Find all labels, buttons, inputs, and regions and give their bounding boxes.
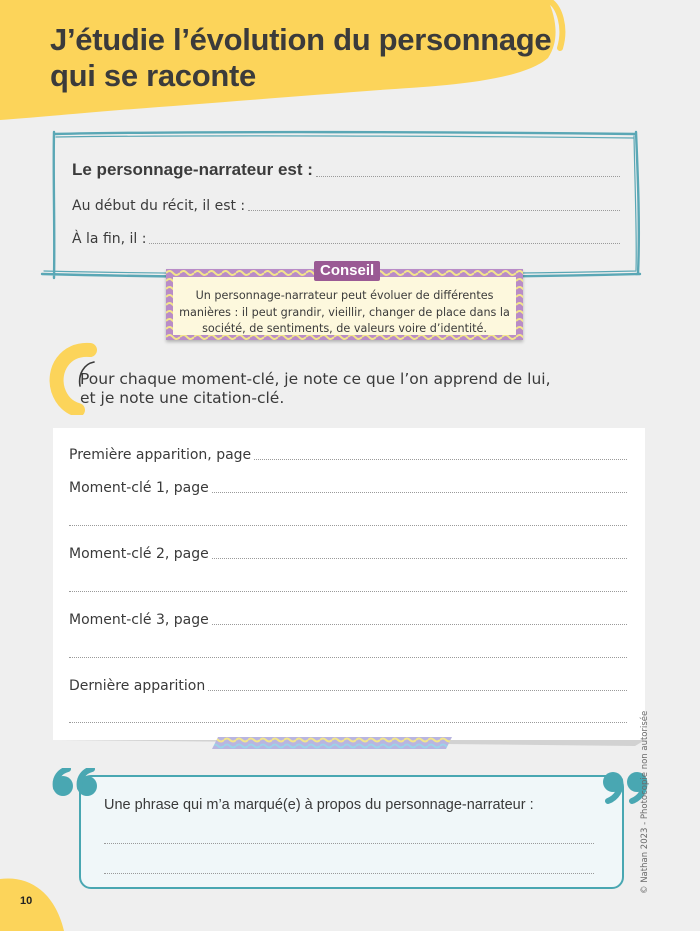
key-moment-3-label: Moment-clé 3, page [69, 612, 209, 628]
key-moment-1-label: Moment-clé 1, page [69, 480, 209, 496]
instruction-line-2: et je note une citation-clé. [80, 389, 285, 407]
page-title-line-1: J’étudie l’évolution du personnage [50, 22, 552, 57]
decorative-tape [212, 737, 457, 749]
page-title-line-2: qui se raconte [50, 58, 256, 93]
last-appearance-extra-line[interactable] [69, 721, 627, 723]
quote-label: Une phrase qui m’a marqué(e) à propos du personnage-narrateur : [104, 797, 534, 813]
key-moment-1-row [69, 480, 627, 496]
first-appearance-row [69, 447, 627, 463]
key-moment-3-row [69, 612, 627, 628]
open-quote-icon [50, 768, 100, 804]
beginning-field-row [72, 198, 620, 214]
quote-write-line-1[interactable] [104, 842, 594, 844]
end-field-row [72, 231, 620, 247]
tip-tag: Conseil [314, 261, 380, 281]
first-appearance-write-line[interactable] [254, 459, 627, 460]
page-title [50, 22, 570, 94]
narrator-write-line[interactable] [316, 176, 620, 177]
narrator-label: Le personnage-narrateur est : [72, 160, 313, 179]
page-number: 10 [20, 895, 33, 907]
beginning-write-line[interactable] [248, 210, 620, 211]
instruction-text [80, 370, 600, 408]
tip-text: Un personnage-narrateur peut évoluer de différentes manières : il peut grandir, vieillir, changer de place dans la société, de sentiments, de valeurs voire d’identité. [179, 289, 510, 335]
first-appearance-label: Première apparition, page [69, 447, 252, 463]
key-moment-1-extra-line[interactable] [69, 524, 627, 526]
end-label: À la fin, il : [72, 231, 147, 247]
key-moment-1-write-line[interactable] [212, 492, 627, 493]
last-appearance-write-line[interactable] [208, 690, 627, 691]
key-moment-2-row [69, 546, 627, 562]
beginning-label: Au début du récit, il est : [72, 198, 246, 214]
key-moment-2-write-line[interactable] [212, 558, 627, 559]
quote-write-line-2[interactable] [104, 872, 594, 874]
key-moment-2-extra-line[interactable] [69, 590, 627, 592]
instruction-line-1: Pour chaque moment-clé, je note ce que l’on apprend de lui, [80, 370, 551, 388]
key-moment-3-extra-line[interactable] [69, 656, 627, 658]
end-write-line[interactable] [149, 243, 620, 244]
page-corner-shape [0, 873, 70, 931]
last-appearance-label: Dernière apparition [69, 678, 206, 694]
key-moment-2-label: Moment-clé 2, page [69, 546, 209, 562]
key-moment-3-write-line[interactable] [212, 624, 627, 625]
copyright-text: © Nathan 2023 - Photocopie non autorisée [640, 710, 650, 894]
copyright-notice [640, 710, 650, 894]
narrator-field-row [72, 160, 620, 180]
last-appearance-row [69, 678, 627, 694]
